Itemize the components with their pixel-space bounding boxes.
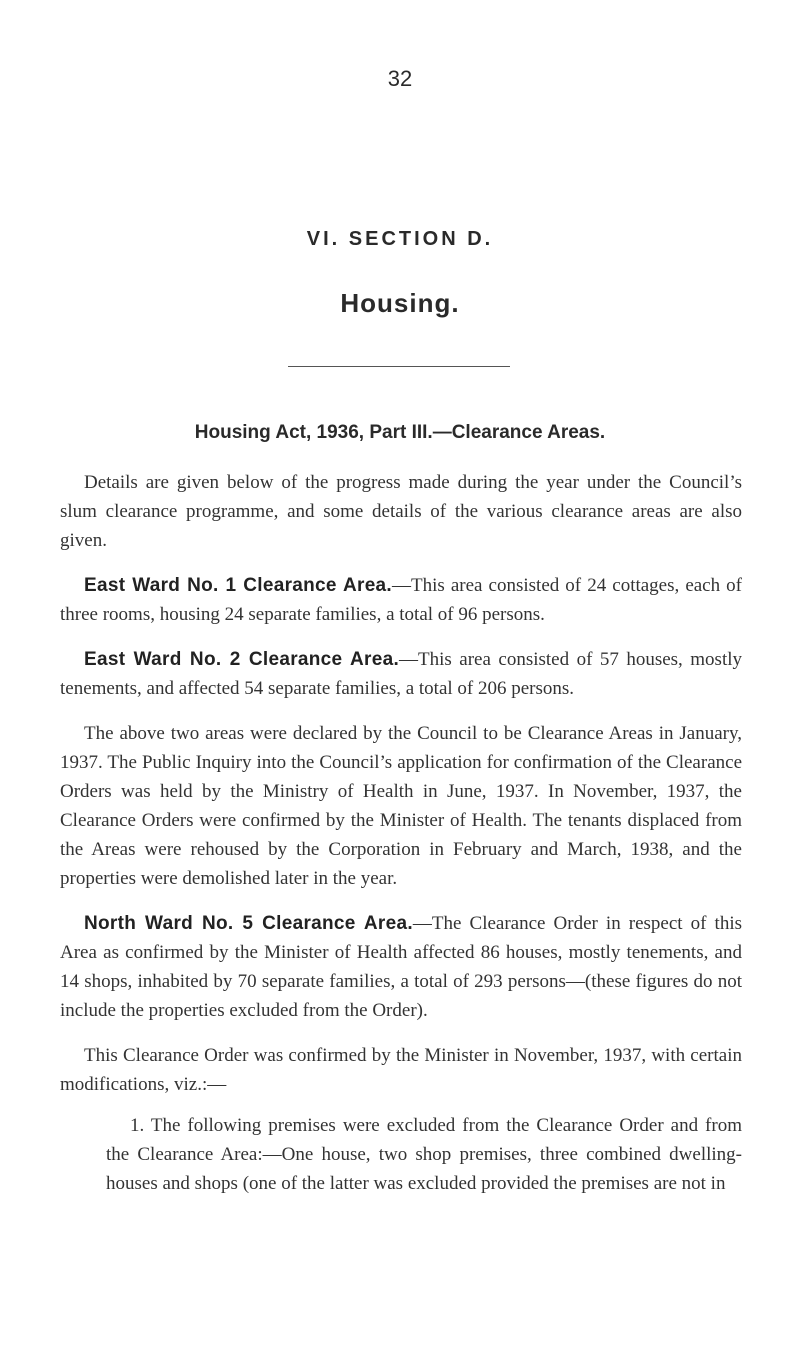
north-ward-5-heading: North Ward No. 5 Clearance Area.	[84, 913, 413, 934]
north-ward-5-paragraph	[60, 909, 742, 1025]
page-number: 32	[387, 66, 413, 91]
list-item-1: 1. The following premises were excluded from the Clearance Order and from the Clearance Area:—One house, two shop premises, three combined dwelling-houses and shops (one of the latter was excluded provided the premises are not in	[106, 1115, 742, 1194]
housing-title: Housing.	[340, 288, 460, 318]
east-ward-1-heading: East Ward No. 1 Clearance Area.	[84, 575, 393, 596]
confirmed-paragraph: This Clearance Order was confirmed by the Minister in November, 1937, with certain modifications, viz.:—	[60, 1045, 742, 1095]
east-ward-2-paragraph	[60, 645, 742, 703]
above-two-areas-paragraph: The above two areas were declared by the Council to be Clearance Areas in January, 1937. The Public Inquiry into the Council’s application for confirmation of the Clearance Orders was held by the Ministry of Health in June, 1937. In November, 1937, the Clearance Orders were confirmed by the Minister of Health. The tenants displaced from the Areas were rehoused by the Corporation in February and March, 1938, and the properties were demolished later in the year.	[60, 723, 742, 889]
act-title: Housing Act, 1936, Part III.—Clearance Areas.	[194, 422, 606, 443]
document-body	[60, 468, 742, 1214]
section-title: VI. SECTION D.	[306, 228, 494, 250]
east-ward-1-paragraph	[60, 571, 742, 629]
intro-paragraph: Details are given below of the progress made during the year under the Council’s slum clearance programme, and some details of the various clearance areas are also given.	[60, 472, 742, 551]
east-ward-2-heading: East Ward No. 2 Clearance Area.	[84, 649, 400, 670]
north-ward-5-text: —The Clearance Order in respect of this Area as confirmed by the Minister of Health affected 86 houses, mostly tenements, and 14 shops, inhabited by 70 separate families, a total of 293 persons—(these figures do not include the properties excluded from the Order).	[60, 913, 742, 1021]
east-ward-2-text: —This area consisted of 57 houses, mostly tenements, and affected 54 separate families, a total of 206 persons.	[60, 649, 742, 699]
horizontal-rule	[288, 366, 510, 367]
east-ward-1-text: —This area consisted of 24 cottages, each of three rooms, housing 24 separate families, a total of 96 persons.	[60, 575, 743, 625]
